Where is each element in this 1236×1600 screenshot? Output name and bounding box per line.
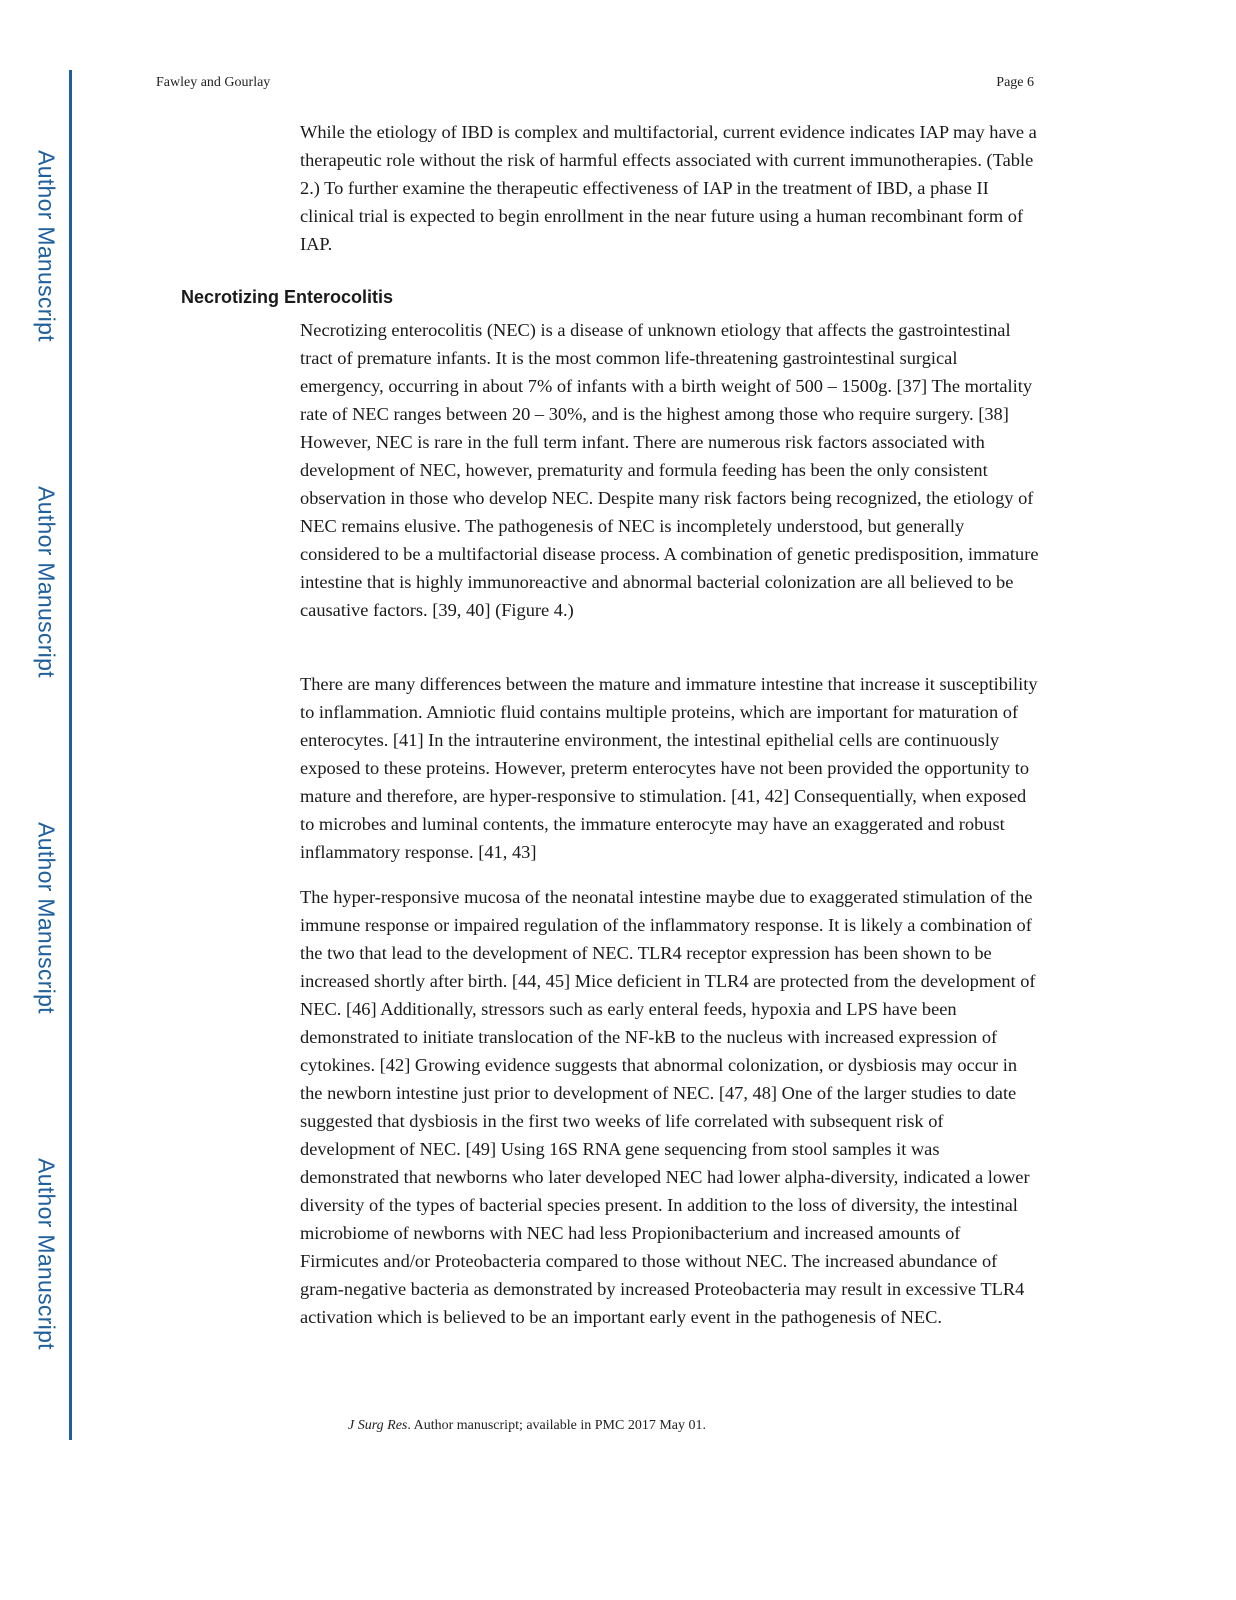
side-label-text: Author Manuscript: [33, 1158, 60, 1350]
paragraph-immature-intestine: There are many differences between the mature and immature intestine that increase it susceptibility to inflammation. Amniotic fluid contains multiple proteins, which are important for maturation of enterocytes. [41] In the intrauterine environment, the intestinal epithelial cells are continuously exposed to these proteins. However, preterm enterocytes have not been provided the opportunity to mature and therefore, are hyper-responsive to stimulation. [41, 42] Consequentially, when exposed to microbes and luminal contents, the immature enterocyte may have an exaggerated and robust inflammatory response. [41, 43]: [300, 674, 1038, 862]
running-head-page-number: Page 6: [996, 75, 1034, 90]
paragraph-nec-overview: Necrotizing enterocolitis (NEC) is a disease of unknown etiology that affects the gastrointestinal tract of premature infants. It is the most common life-threatening gastrointestinal surgical emergency, occurring in about 7% of infants with a birth weight of 500 – 1500g. [37] The mortality rate of NEC ranges between 20 – 30%, and is the highest among those who require surgery. [38] However, NEC is rare in the full term infant. There are numerous risk factors associated with development of NEC, however, prematurity and formula feeding has been the only consistent observation in those who develop NEC. Despite many risk factors being recognized, the etiology of NEC remains elusive. The pathogenesis of NEC is incompletely understood, but generally considered to be a multifactorial disease process. A combination of genetic predisposition, immature intestine that is highly immunoreactive and abnormal bacterial colonization are all believed to be causative factors. [39, 40] (Figure 4.): [300, 320, 1039, 620]
paragraph-ibd-therapy: While the etiology of IBD is complex and multifactorial, current evidence indicates IAP may have a therapeutic role without the risk of harmful effects associated with current immunotherapies. (Table 2.) To further examine the therapeutic effectiveness of IAP in the treatment of IBD, a phase II clinical trial is expected to begin enrollment in the near future using a human recombinant form of IAP.: [300, 122, 1037, 254]
section-heading-nec: Necrotizing Enterocolitis: [181, 287, 394, 307]
footer-journal: J Surg Res: [348, 1418, 408, 1433]
running-head-authors: Fawley and Gourlay: [156, 75, 271, 90]
side-label-text: Author Manuscript: [33, 150, 60, 342]
footer-availability: . Author manuscript; available in PMC 2017 May 01.: [407, 1418, 706, 1433]
page-footer: [348, 1418, 706, 1434]
paragraph-hyper-responsive-mucosa: The hyper-responsive mucosa of the neonatal intestine maybe due to exaggerated stimulation of the immune response or impaired regulation of the inflammatory response. It is likely a combination of the two that lead to the development of NEC. TLR4 receptor expression has been shown to be increased shortly after birth. [44, 45] Mice deficient in TLR4 are protected from the development of NEC. [46] Additionally, stressors such as early enteral feeds, hypoxia and LPS have been demonstrated to initiate translocation of the NF-kB to the nucleus with increased expression of cytokines. [42] Growing evidence suggests that abnormal colonization, or dysbiosis may occur in the newborn intestine just prior to development of NEC. [47, 48] One of the larger studies to date suggested that dysbiosis in the first two weeks of life correlated with subsequent risk of development of NEC. [49] Using 16S RNA gene sequencing from stool samples it was demonstrated that newborns who later developed NEC had lower alpha-diversity, indicated a lower diversity of the types of bacterial species present. In addition to the loss of diversity, the intestinal microbiome of newborns with NEC had less Propionibacterium and increased amounts of Firmicutes and/or Proteobacteria compared to those without NEC. The increased abundance of gram-negative bacteria as demonstrated by increased Proteobacteria may result in excessive TLR4 activation which is believed to be an important early event in the pathogenesis of NEC.: [300, 887, 1036, 1327]
side-label-text: Author Manuscript: [33, 486, 60, 678]
side-label-text: Author Manuscript: [33, 822, 60, 1014]
side-divider: [69, 70, 72, 1440]
